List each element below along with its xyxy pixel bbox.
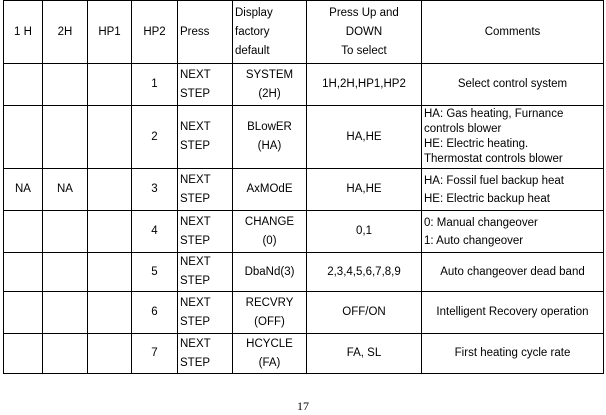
cell-hp1 [88, 253, 132, 292]
cell-1h [4, 64, 43, 106]
cell-hp1 [88, 292, 132, 334]
header-select-line: To select [341, 44, 387, 57]
press-line: STEP [180, 234, 211, 247]
cell-2h [43, 106, 88, 169]
cell-display-default [233, 106, 307, 169]
press-line: NEXT [180, 121, 211, 133]
cell-select-options: HA,HE [307, 106, 422, 169]
cell-hp2: 4 [132, 211, 178, 253]
cell-hp1 [88, 211, 132, 253]
display-line: BLowER [247, 121, 292, 133]
cell-press [178, 64, 233, 106]
cell-comments [422, 64, 604, 106]
header-select [307, 1, 422, 64]
cell-press [178, 253, 233, 292]
cell-comments [422, 211, 604, 253]
comment-line: Auto changeover dead band [440, 265, 585, 278]
cell-1h [4, 334, 43, 374]
press-line: NEXT [180, 296, 211, 309]
comment-line: controls blower [424, 123, 502, 135]
cell-2h [43, 292, 88, 334]
press-line: NEXT [180, 68, 211, 81]
table-row [4, 292, 604, 334]
cell-hp1 [88, 334, 132, 374]
cell-hp2: 7 [132, 334, 178, 374]
cell-hp2: 2 [132, 106, 178, 169]
press-line: STEP [180, 356, 211, 369]
cell-display-default [233, 64, 307, 106]
cell-comments [422, 334, 604, 374]
cell-comments [422, 292, 604, 334]
comment-line: HA: Gas heating, Furnance [424, 108, 564, 120]
press-line: NEXT [180, 256, 211, 268]
cell-1h [4, 211, 43, 253]
display-line: AxMOdE [246, 183, 293, 195]
cell-hp2: 1 [132, 64, 178, 106]
comment-line: First heating cycle rate [454, 347, 571, 359]
table-row [4, 64, 604, 106]
cell-hp2: 5 [132, 253, 178, 292]
display-line: (2H) [258, 87, 281, 100]
header-press: Press [178, 1, 233, 64]
comment-line: Thermostat controls blower [424, 153, 563, 165]
cell-display-default [233, 292, 307, 334]
cell-display-default [233, 253, 307, 292]
cell-press [178, 106, 233, 169]
cell-1h [4, 253, 43, 292]
display-line: (FA) [258, 356, 281, 369]
press-line: NEXT [180, 173, 211, 186]
comment-line: Intelligent Recovery operation [436, 306, 589, 318]
cell-hp2: 6 [132, 292, 178, 334]
cell-2h [43, 64, 88, 106]
cell-display-default [233, 211, 307, 253]
comment-line: 1: Auto changeover [424, 234, 524, 247]
header-row [4, 1, 604, 64]
display-line: SYSTEM [245, 68, 294, 81]
table-row [4, 334, 604, 374]
cell-select-options: OFF/ON [307, 292, 422, 334]
press-line: STEP [180, 140, 211, 152]
cell-1h [4, 106, 43, 169]
display-line: (OFF) [254, 315, 285, 328]
cell-hp1 [88, 169, 132, 211]
display-line: (HA) [257, 140, 282, 152]
header-2h: 2H [43, 1, 88, 64]
header-hp1: HP1 [88, 1, 132, 64]
display-line: DbaNd(3) [244, 265, 295, 278]
display-line: (0) [262, 234, 277, 247]
press-line: STEP [180, 315, 211, 328]
cell-select-options: HA,HE [307, 169, 422, 211]
press-line: NEXT [180, 337, 211, 350]
cell-comments [422, 169, 604, 211]
cell-comments [422, 106, 604, 169]
press-line: NEXT [180, 215, 211, 228]
display-line: HCYCLE [246, 337, 293, 350]
cell-hp1 [88, 106, 132, 169]
table-row [4, 211, 604, 253]
cell-2h [43, 211, 88, 253]
comment-line: HA: Fossil fuel backup heat [424, 174, 564, 187]
header-1h: 1 H [4, 1, 43, 64]
cell-select-options: 1H,2H,HP1,HP2 [307, 64, 422, 106]
table-row [4, 169, 604, 211]
table-row [4, 253, 604, 292]
header-select-line: Press Up and [329, 6, 399, 19]
comment-line: 0: Manual changeover [424, 216, 538, 229]
cell-display-default [233, 334, 307, 374]
cell-select-options: 2,3,4,5,6,7,8,9 [307, 253, 422, 292]
cell-2h [43, 334, 88, 374]
page-number: 17 [297, 399, 309, 413]
cell-hp1 [88, 64, 132, 106]
cell-1h: NA [4, 169, 43, 211]
cell-press [178, 334, 233, 374]
cell-press [178, 292, 233, 334]
cell-1h [4, 292, 43, 334]
header-display-default [233, 1, 307, 64]
header-display-line: Display [235, 6, 273, 19]
cell-press [178, 169, 233, 211]
header-display-line: default [235, 44, 270, 57]
header-display-line: factory [235, 25, 270, 38]
cell-comments [422, 253, 604, 292]
cell-hp2: 3 [132, 169, 178, 211]
cell-2h: NA [43, 169, 88, 211]
cell-select-options: FA, SL [307, 334, 422, 374]
press-line: STEP [180, 275, 211, 287]
cell-select-options: 0,1 [307, 211, 422, 253]
cell-display-default [233, 169, 307, 211]
settings-table [3, 0, 604, 374]
header-comments: Comments [422, 1, 604, 64]
table-row [4, 106, 604, 169]
cell-2h [43, 253, 88, 292]
display-line: CHANGE [244, 215, 295, 228]
header-select-line: DOWN [345, 25, 383, 38]
press-line: STEP [180, 87, 211, 100]
comment-line: HE: Electric heating. [424, 138, 529, 150]
press-line: STEP [180, 192, 211, 205]
comment-line: HE: Electric backup heat [424, 192, 550, 205]
cell-press [178, 211, 233, 253]
header-hp2: HP2 [132, 1, 178, 64]
display-line: RECVRY [245, 296, 294, 309]
comment-line: Select control system [457, 78, 568, 90]
